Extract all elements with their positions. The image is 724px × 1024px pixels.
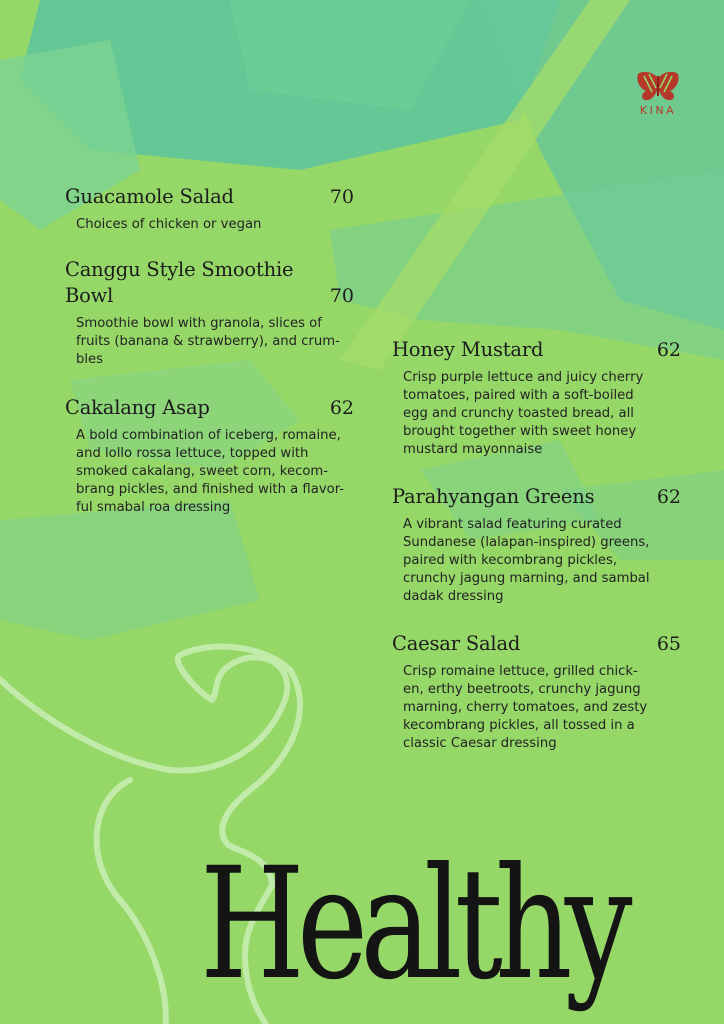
item-price: 70 xyxy=(329,285,354,307)
item-price: 62 xyxy=(656,486,681,508)
item-price: 62 xyxy=(329,397,354,419)
item-description: Crisp purple lettuce and juicy cherry tomatoes, paired with a soft-boiled egg and crunchy toasted bread, all brought together with sweet honey mustard mayonnaise xyxy=(403,370,644,457)
brand-logo xyxy=(630,70,686,124)
item-name: Guacamole Salad xyxy=(65,185,234,208)
item-price: 62 xyxy=(656,339,681,361)
item-name: Parahyangan Greens xyxy=(392,485,595,508)
item-price: 70 xyxy=(329,186,354,208)
menu-item-caesar-salad xyxy=(392,631,681,753)
item-name: Canggu Style Smoothie Bowl xyxy=(65,258,294,307)
item-description: A bold combination of iceberg, romaine, and lollo rossa lettuce, topped with smoked cakalang, sweet corn, kecom- brang pickles, and finished with a flavor- ful smabal roa dressing xyxy=(76,428,345,515)
menu-item-parahyangan-greens xyxy=(392,484,681,606)
item-description: A vibrant salad featuring curated Sundanese (lalapan-inspired) greens, paired with kecombrang pickles, crunchy jagung marning, and sambal dadak dressing xyxy=(403,517,650,604)
item-description: Crisp romaine lettuce, grilled chick- en, erthy beetroots, crunchy jagung marning, cherry tomatoes, and zesty kecombrang pickles, all tossed in a classic Caesar dressing xyxy=(403,664,648,751)
item-description: Choices of chicken or vegan xyxy=(76,217,262,232)
item-name: Caesar Salad xyxy=(392,632,521,655)
butterfly-icon xyxy=(635,70,681,102)
item-price: 65 xyxy=(656,633,681,655)
item-name: Cakalang Asap xyxy=(65,396,210,419)
menu-item-cakalang-asap xyxy=(65,395,354,517)
brand-name: KINA xyxy=(639,104,677,117)
item-name: Honey Mustard xyxy=(392,338,544,361)
section-title: Healthy xyxy=(200,835,625,1014)
menu-item-guacamole-salad xyxy=(65,184,354,234)
menu-item-canggu-smoothie-bowl xyxy=(65,257,354,369)
item-description: Smoothie bowl with granola, slices of fruits (banana & strawberry), and crum- bles xyxy=(76,316,340,367)
menu-item-honey-mustard xyxy=(392,337,681,459)
